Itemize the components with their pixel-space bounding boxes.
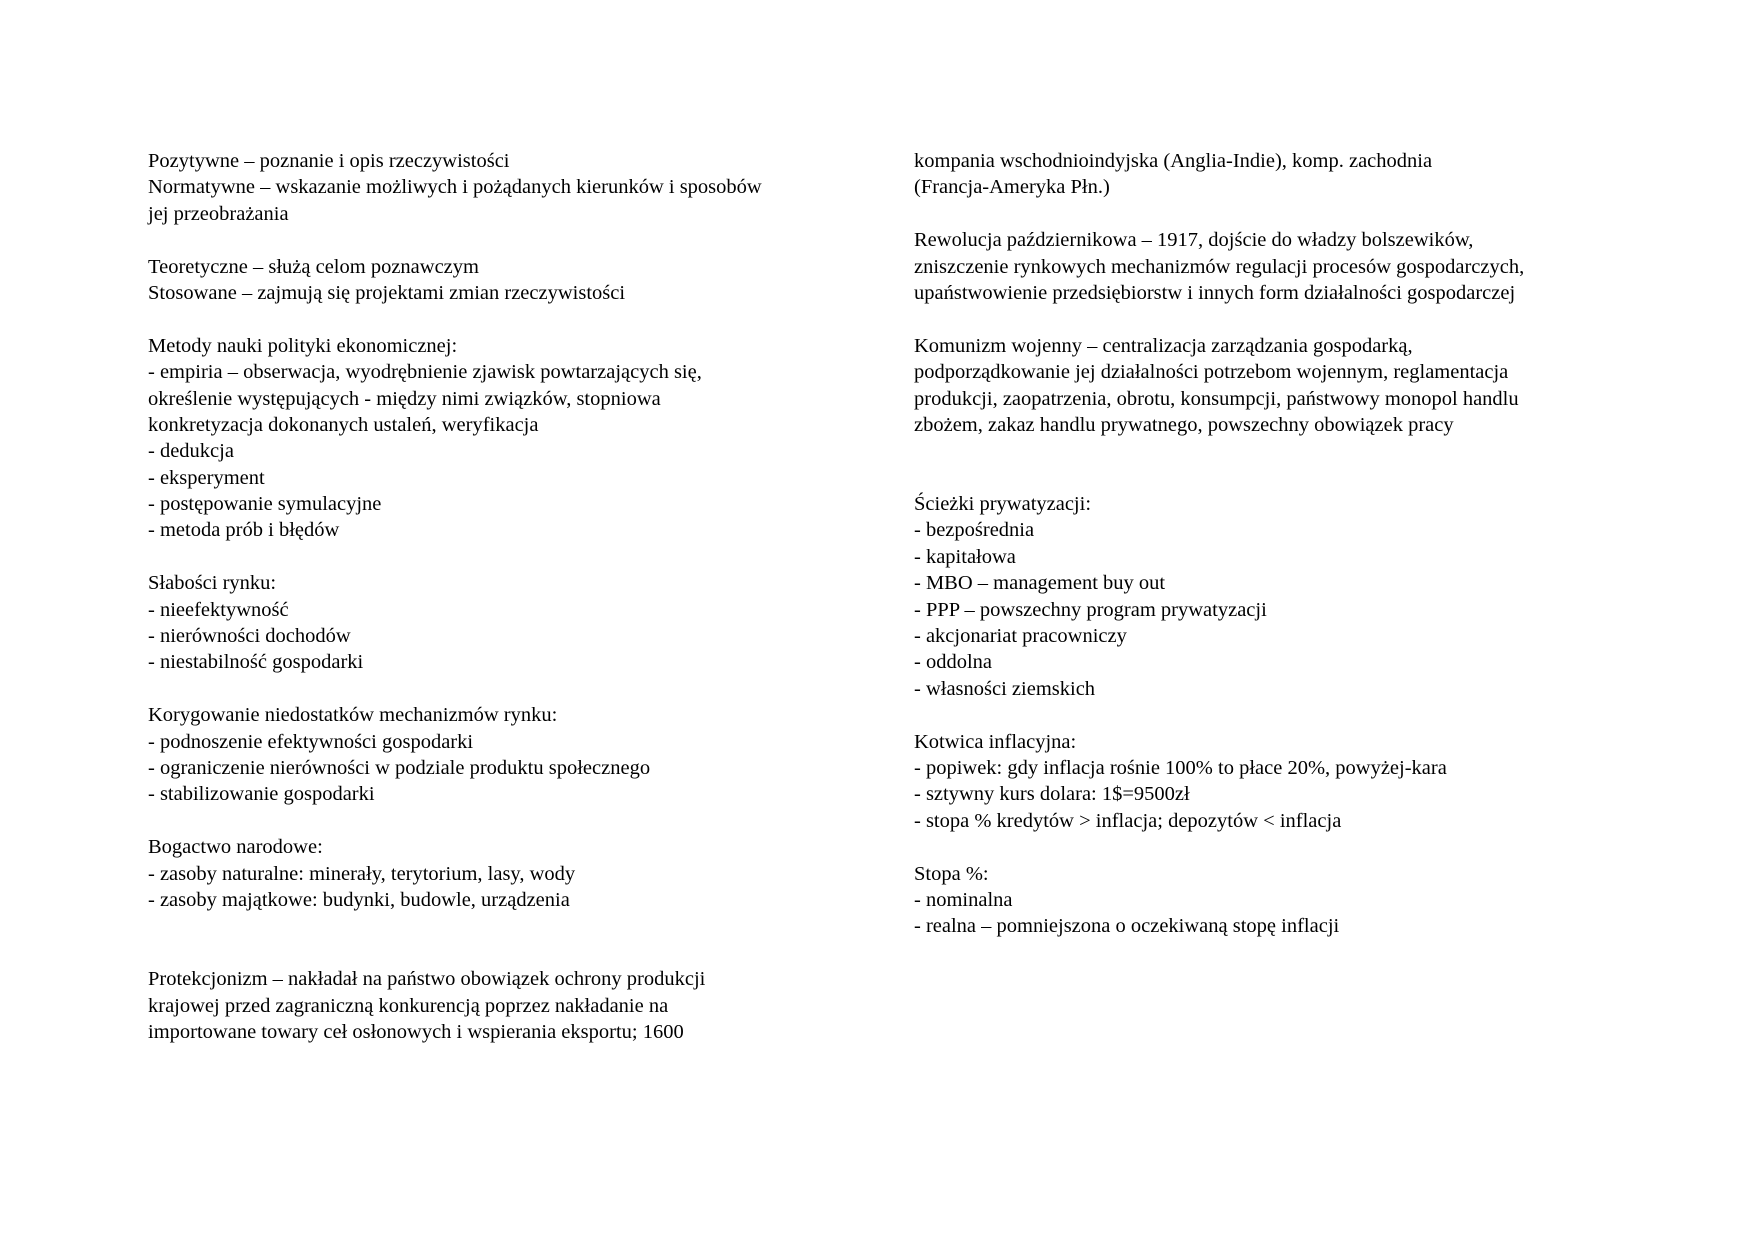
text-line: Protekcjonizm – nakładał na państwo obowiązek ochrony produkcji bbox=[148, 968, 706, 991]
text-line: Teoretyczne – służą celom poznawczym bbox=[148, 255, 479, 278]
right-text-column bbox=[914, 148, 1614, 940]
blank-line bbox=[914, 465, 1614, 491]
text-line: podporządkowanie jej działalności potrzebom wojennym, reglamentacja bbox=[914, 361, 1509, 384]
text-line: importowane towary ceł osłonowych i wspierania eksportu; 1600 bbox=[148, 1020, 684, 1043]
text-line: krajowej przed zagraniczną konkurencją poprzez nakładanie na bbox=[148, 994, 669, 1017]
text-line: kompania wschodnioindyjska (Anglia-Indie), komp. zachodnia bbox=[914, 150, 1433, 172]
blank-line bbox=[914, 306, 1614, 332]
blank-line bbox=[148, 808, 848, 834]
text-line: - popiwek: gdy inflacja rośnie 100% to płace 20%, powyżej-kara bbox=[914, 756, 1447, 779]
text-line: - oddolna bbox=[914, 651, 992, 674]
text-line: - empiria – obserwacja, wyodrębnienie zjawisk powtarzających się, bbox=[148, 361, 702, 384]
text-line: Korygowanie niedostatków mechanizmów rynku: bbox=[148, 704, 558, 727]
blank-line bbox=[148, 676, 848, 702]
blank-line bbox=[148, 227, 848, 253]
text-line: upaństwowienie przedsiębiorstw i innych form działalności gospodarczej bbox=[914, 281, 1516, 304]
text-line: Normatywne – wskazanie możliwych i pożądanych kierunków i sposobów bbox=[148, 176, 762, 199]
text-line: - nominalna bbox=[914, 888, 1013, 911]
text-line: (Francja-Ameryka Płn.) bbox=[914, 176, 1110, 199]
text-line: - realna – pomniejszona o oczekiwaną stopę inflacji bbox=[914, 915, 1340, 938]
blank-line bbox=[914, 201, 1614, 227]
text-line: - kapitałowa bbox=[914, 545, 1016, 568]
text-line: - niestabilność gospodarki bbox=[148, 651, 364, 674]
text-line: Stopa %: bbox=[914, 862, 989, 885]
text-line: zbożem, zakaz handlu prywatnego, powszechny obowiązek pracy bbox=[914, 413, 1454, 436]
text-line: - podnoszenie efektywności gospodarki bbox=[148, 730, 474, 753]
text-line: Ścieżki prywatyzacji: bbox=[914, 493, 1092, 516]
text-line: - stopa % kredytów > inflacja; depozytów < inflacja bbox=[914, 809, 1342, 832]
text-line: jej przeobrażania bbox=[148, 202, 289, 225]
text-line: Stosowane – zajmują się projektami zmian rzeczywistości bbox=[148, 281, 626, 304]
text-line: - metoda prób i błędów bbox=[148, 519, 340, 542]
text-line: Metody nauki polityki ekonomicznej: bbox=[148, 334, 458, 357]
text-line: produkcji, zaopatrzenia, obrotu, konsumpcji, państwowy monopol handlu bbox=[914, 387, 1519, 410]
text-line: - PPP – powszechny program prywatyzacji bbox=[914, 598, 1267, 621]
blank-line bbox=[914, 438, 1614, 464]
text-line: - zasoby naturalne: minerały, terytorium, lasy, wody bbox=[148, 862, 576, 885]
text-line: Komunizm wojenny – centralizacja zarządzania gospodarką, bbox=[914, 334, 1413, 357]
blank-line bbox=[914, 834, 1614, 860]
text-line: - ograniczenie nierówności w podziale produktu społecznego bbox=[148, 756, 651, 779]
text-line: - sztywny kurs dolara: 1$=9500zł bbox=[914, 783, 1190, 806]
text-line: Bogactwo narodowe: bbox=[148, 836, 323, 859]
text-line: Rewolucja październikowa – 1917, dojście do władzy bolszewików, bbox=[914, 229, 1474, 252]
text-line: - nieefektywność bbox=[148, 598, 289, 621]
blank-line bbox=[148, 913, 848, 939]
text-line: określenie występujących - między nimi związków, stopniowa bbox=[148, 387, 661, 410]
blank-line bbox=[148, 544, 848, 570]
text-line: - zasoby majątkowe: budynki, budowle, urządzenia bbox=[148, 888, 570, 911]
text-line: - bezpośrednia bbox=[914, 519, 1035, 542]
text-line: konkretyzacja dokonanych ustaleń, weryfikacja bbox=[148, 413, 539, 436]
text-line: - dedukcja bbox=[148, 440, 234, 463]
text-line: - nierówności dochodów bbox=[148, 625, 351, 648]
left-text-column bbox=[148, 148, 848, 1045]
text-line: Słabości rynku: bbox=[148, 572, 277, 595]
blank-line bbox=[914, 702, 1614, 728]
text-line: - własności ziemskich bbox=[914, 677, 1096, 700]
text-line: Kotwica inflacyjna: bbox=[914, 730, 1077, 753]
text-line: - stabilizowanie gospodarki bbox=[148, 783, 375, 806]
blank-line bbox=[148, 940, 848, 966]
text-line: - MBO – management buy out bbox=[914, 572, 1166, 595]
text-line: zniszczenie rynkowych mechanizmów regulacji procesów gospodarczych, bbox=[914, 255, 1525, 278]
text-line: - akcjonariat pracowniczy bbox=[914, 625, 1127, 648]
text-line: - postępowanie symulacyjne bbox=[148, 493, 382, 516]
text-line: Pozytywne – poznanie i opis rzeczywistości bbox=[148, 150, 510, 172]
blank-line bbox=[148, 306, 848, 332]
text-line: - eksperyment bbox=[148, 466, 265, 489]
